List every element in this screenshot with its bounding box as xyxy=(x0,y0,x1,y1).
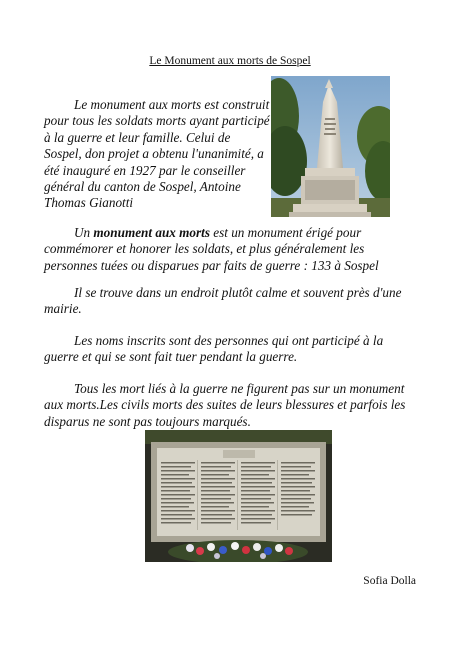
document-title: Le Monument aux morts de Sospel xyxy=(149,55,311,67)
civilians-paragraph: Tous les mort liés à la guerre ne figurent pas sur un monument aux morts.Les civils morts des suites de leurs blessures et parfois les disparus ne sont pas toujours marqués. xyxy=(44,381,406,429)
names-paragraph: Les noms inscrits sont des personnes qui ont participé à la guerre et qui se sont fait tuer pendant la guerre. xyxy=(44,333,384,365)
names-plaque-photo xyxy=(145,430,332,562)
definition-text: est un monument érigé pour commémorer et honorer les soldats, et plus généralement les personnes tuées ou disparues par faits de guerre : 133 à Sospel xyxy=(44,225,379,273)
definition-paragraph xyxy=(44,225,416,274)
intro-paragraph: Le monument aux morts est construit pour tous les soldats morts ayant participé à la guerre et leur famille. Celui de Sospel, don projet a obtenu l'unanimité, a été inauguré en 1927 par le conseiller général du canton de Sospel, Antoine Thomas Gianotti xyxy=(44,97,270,211)
monument-photo xyxy=(271,76,390,217)
definition-prefix: Un xyxy=(74,225,94,240)
definition-bold-term: monument aux morts xyxy=(93,225,210,240)
names-plaque-image xyxy=(145,430,332,562)
location-paragraph: Il se trouve dans un endroit plutôt calme et souvent près d'une mairie. xyxy=(44,285,402,317)
author-name: Sofia Dolla xyxy=(363,575,416,587)
monument-obelisk-image xyxy=(271,76,390,217)
